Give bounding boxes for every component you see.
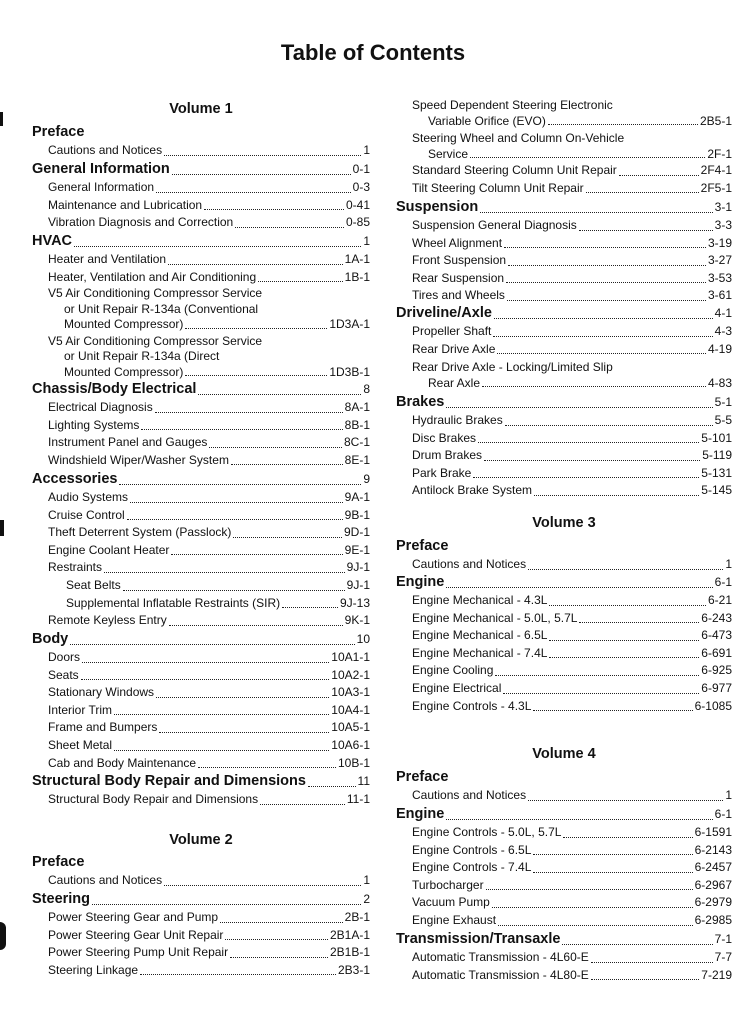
section-preface-v4: [396, 768, 732, 805]
toc-section-entry[interactable]: Body 10: [32, 631, 370, 647]
toc-entry[interactable]: Cautions and Notices 1: [48, 143, 370, 157]
volume-1-heading: Volume 1: [169, 101, 233, 117]
toc-entry[interactable]: Cautions and Notices 1: [412, 788, 732, 802]
section-steering-continued: [396, 98, 732, 197]
section-general-information: [32, 160, 370, 232]
toc-entry[interactable]: Hydraulic Brakes 5-5: [412, 413, 732, 427]
section-title: Preface: [396, 769, 449, 785]
section-body: [32, 630, 370, 772]
toc-entry[interactable]: Cab and Body Maintenance 10B-1: [48, 755, 370, 770]
toc-section-entry[interactable]: Chassis/Body Electrical 8: [32, 381, 370, 397]
toc-subentry[interactable]: Seat Belts 9J-1: [66, 577, 370, 592]
section-title: Preface: [396, 538, 449, 554]
toc-entry[interactable]: Windshield Wiper/Washer System 8E-1: [48, 452, 370, 467]
toc-entry[interactable]: Instrument Panel and Gauges 8C-1: [48, 435, 370, 450]
section-engine-v3: [396, 573, 732, 715]
toc-entry[interactable]: Electrical Diagnosis 8A-1: [48, 400, 370, 414]
toc-entry[interactable]: Engine Controls - 5.0L, 5.7L 6-1591: [412, 825, 732, 839]
section-brakes: [396, 393, 732, 500]
toc-entry[interactable]: Vacuum Pump 6-2979: [412, 895, 732, 910]
toc-entry[interactable]: Structural Body Repair and Dimensions 11-1: [48, 792, 370, 806]
toc-entry[interactable]: Propeller Shaft 4-3: [412, 324, 732, 338]
toc-entry[interactable]: Heater, Ventilation and Air Conditioning 1B-1: [48, 269, 370, 284]
toc-entry[interactable]: Steering Linkage 2B3-1: [48, 962, 370, 977]
toc-entry[interactable]: Sheet Metal 10A6-1: [48, 737, 370, 752]
toc-entry[interactable]: Disc Brakes 5-101: [412, 430, 732, 445]
toc-entry[interactable]: Audio Systems 9A-1: [48, 490, 370, 504]
toc-entry[interactable]: Heater and Ventilation 1A-1: [48, 252, 370, 266]
section-transmission-transaxle: [396, 930, 732, 984]
toc-entry[interactable]: Engine Cooling 6-925: [412, 663, 732, 678]
toc-entry[interactable]: Automatic Transmission - 4L80-E 7-219: [412, 967, 732, 982]
toc-multiline-entry[interactable]: Rear Drive Axle - Locking/Limited Slip Rear Axle 4-83: [412, 360, 732, 390]
binding-hole-mark: [0, 520, 4, 536]
toc-entry[interactable]: Vibration Diagnosis and Correction 0-85: [48, 215, 370, 230]
toc-entry[interactable]: Lighting Systems 8B-1: [48, 417, 370, 432]
toc-section-entry[interactable]: General Information 0-1: [32, 161, 370, 177]
toc-section-entry[interactable]: Driveline/Axle 4-1: [396, 305, 732, 321]
toc-entry[interactable]: Standard Steering Column Unit Repair 2F4-1: [412, 163, 732, 177]
toc-entry[interactable]: Engine Controls - 7.4L 6-2457: [412, 860, 732, 875]
toc-entry[interactable]: Park Brake 5-131: [412, 465, 732, 480]
toc-entry[interactable]: Engine Mechanical - 6.5L 6-473: [412, 628, 732, 643]
toc-entry[interactable]: Power Steering Gear and Pump 2B-1: [48, 910, 370, 924]
toc-entry[interactable]: Turbocharger 6-2967: [412, 877, 732, 892]
toc-section-entry[interactable]: Engine 6-1: [396, 806, 732, 822]
toc-entry[interactable]: Cautions and Notices 1: [48, 873, 370, 887]
toc-entry[interactable]: Power Steering Gear Unit Repair 2B1A-1: [48, 927, 370, 942]
volume-2-heading: Volume 2: [169, 832, 233, 848]
section-structural-body-repair: [32, 772, 370, 809]
toc-entry[interactable]: Theft Deterrent System (Passlock) 9D-1: [48, 525, 370, 540]
toc-entry[interactable]: Doors 10A1-1: [48, 650, 370, 664]
section-hvac: [32, 232, 370, 380]
toc-entry[interactable]: Frame and Bumpers 10A5-1: [48, 720, 370, 735]
toc-section-entry[interactable]: HVAC 1: [32, 233, 370, 249]
toc-entry[interactable]: Suspension General Diagnosis 3-3: [412, 218, 732, 232]
section-title: Preface: [32, 124, 85, 140]
toc-entry[interactable]: Automatic Transmission - 4L60-E 7-7: [412, 950, 732, 964]
section-driveline-axle: [396, 304, 732, 391]
toc-entry[interactable]: Remote Keyless Entry 9K-1: [48, 613, 370, 628]
toc-entry[interactable]: Power Steering Pump Unit Repair 2B1B-1: [48, 945, 370, 960]
toc-entry[interactable]: Engine Controls - 4.3L 6-1085: [412, 698, 732, 713]
toc-subentry[interactable]: Supplemental Inflatable Restraints (SIR) 9J-13: [66, 595, 370, 610]
toc-entry[interactable]: Antilock Brake System 5-145: [412, 483, 732, 498]
toc-entry[interactable]: Engine Coolant Heater 9E-1: [48, 542, 370, 557]
toc-entry[interactable]: General Information 0-3: [48, 180, 370, 194]
toc-section-entry[interactable]: Engine 6-1: [396, 574, 732, 590]
toc-entry[interactable]: Cruise Control 9B-1: [48, 507, 370, 522]
toc-entry[interactable]: Restraints 9J-1: [48, 560, 370, 575]
toc-entry[interactable]: Engine Controls - 6.5L 6-2143: [412, 842, 732, 857]
toc-entry[interactable]: Tires and Wheels 3-61: [412, 288, 732, 303]
section-accessories: [32, 470, 370, 630]
toc-section-entry[interactable]: Structural Body Repair and Dimensions 11: [32, 773, 370, 789]
section-title: Preface: [32, 854, 85, 870]
section-engine-v4: [396, 805, 732, 930]
volume-4-heading: Volume 4: [532, 746, 596, 762]
toc-multiline-entry[interactable]: V5 Air Conditioning Compressor Service or Unit Repair R-134a (Direct Mounted Compressor) 1D3B-1: [48, 333, 370, 379]
toc-entry[interactable]: Rear Suspension 3-53: [412, 270, 732, 285]
toc-entry[interactable]: Seats 10A2-1: [48, 667, 370, 682]
page-title: Table of Contents: [280, 40, 466, 65]
section-preface-v2: [32, 853, 370, 890]
toc-entry[interactable]: Drum Brakes 5-119: [412, 448, 732, 463]
binding-hole-mark: [0, 922, 6, 950]
section-suspension: [396, 198, 732, 305]
toc-entry[interactable]: Engine Mechanical - 5.0L, 5.7L 6-243: [412, 610, 732, 625]
toc-section-entry[interactable]: Transmission/Transaxle 7-1: [396, 931, 732, 947]
toc-entry[interactable]: Interior Trim 10A4-1: [48, 702, 370, 717]
toc-section-entry[interactable]: Brakes 5-1: [396, 394, 732, 410]
toc-multiline-entry[interactable]: V5 Air Conditioning Compressor Service or Unit Repair R-134a (Conventional Mounted Compressor) 1D3A-1: [48, 286, 370, 332]
toc-entry[interactable]: Engine Mechanical - 4.3L 6-21: [412, 593, 732, 607]
toc-entry[interactable]: Wheel Alignment 3-19: [412, 235, 732, 250]
binding-hole-mark: [0, 112, 3, 126]
toc-section-entry[interactable]: Accessories 9: [32, 471, 370, 487]
section-steering: [32, 890, 370, 979]
volume-3-heading: Volume 3: [532, 515, 596, 531]
toc-entry[interactable]: Cautions and Notices 1: [412, 557, 732, 571]
toc-entry[interactable]: Engine Electrical 6-977: [412, 680, 732, 695]
section-preface-v3: [396, 537, 732, 574]
toc-entry[interactable]: Rear Drive Axle 4-19: [412, 341, 732, 356]
toc-entry[interactable]: Maintenance and Lubrication 0-41: [48, 197, 370, 212]
toc-entry[interactable]: Engine Exhaust 6-2985: [412, 912, 732, 927]
toc-multiline-entry[interactable]: Steering Wheel and Column On-Vehicle Service 2F-1: [412, 131, 732, 161]
toc-section-entry[interactable]: Steering 2: [32, 891, 370, 907]
section-chassis-body-electrical: [32, 380, 370, 469]
toc-multiline-entry[interactable]: Speed Dependent Steering Electronic Variable Orifice (EVO) 2B5-1: [412, 98, 732, 128]
toc-entry[interactable]: Tilt Steering Column Unit Repair 2F5-1: [412, 180, 732, 195]
toc-section-entry[interactable]: Suspension 3-1: [396, 199, 732, 215]
toc-entry[interactable]: Engine Mechanical - 7.4L 6-691: [412, 645, 732, 660]
toc-entry[interactable]: Front Suspension 3-27: [412, 253, 732, 268]
toc-entry[interactable]: Stationary Windows 10A3-1: [48, 685, 370, 700]
section-preface-v1: [32, 123, 370, 160]
